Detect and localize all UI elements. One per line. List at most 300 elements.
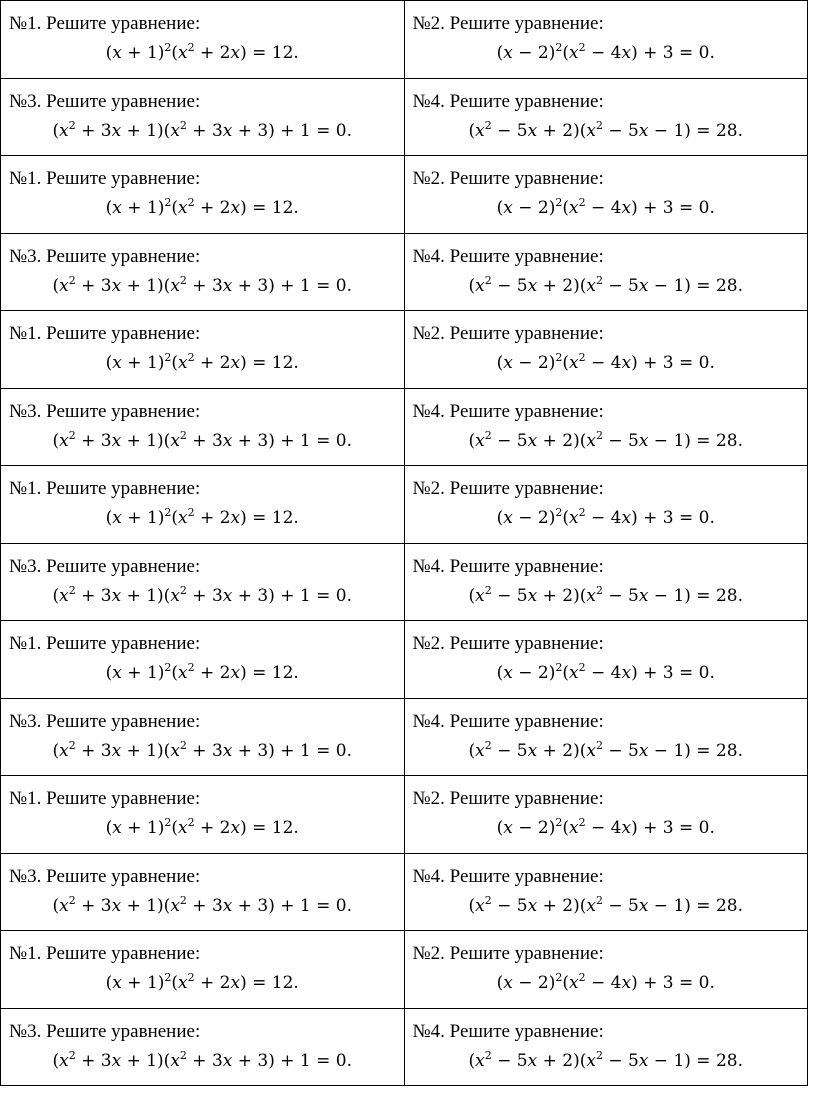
equation-variable: x (178, 663, 188, 683)
equation-variable: x (638, 585, 649, 606)
equation-variable: x (112, 818, 122, 838)
equation-text: ) = 12. (240, 663, 299, 683)
problem-heading (9, 401, 200, 423)
equation-text: ( (52, 275, 60, 296)
equation-text: + 3 (75, 895, 112, 916)
equation-exponent: 2 (68, 1048, 76, 1062)
problem-card (1, 466, 405, 544)
equation-variable: x (59, 895, 69, 916)
equation-text: ( (496, 198, 504, 218)
problem-heading (413, 866, 604, 888)
equation-exponent: 2 (164, 816, 172, 829)
problem-heading (413, 943, 604, 965)
equation-text: + 1) (121, 973, 165, 993)
equation-text: + 3) + 1 = 0. (232, 275, 353, 296)
equation-text: + 3 (75, 740, 112, 761)
problem-card (1, 1, 405, 79)
equation-text: − 2) (512, 43, 556, 63)
equation-text: − 4 (585, 198, 622, 218)
equation-text: − 1) = 28. (648, 740, 743, 761)
problem-heading (9, 323, 200, 345)
problem-instruction: Решите уравнение: (46, 788, 201, 809)
problem-card (404, 776, 808, 854)
equation-variable: x (475, 275, 485, 296)
equation-exponent: 2 (179, 738, 187, 752)
equation-exponent: 2 (164, 506, 172, 519)
problem-number: №1. (9, 323, 42, 344)
equation-variable: x (475, 1050, 485, 1071)
problem-instruction: Решите уравнение: (46, 633, 201, 654)
equation-variable: x (230, 508, 241, 528)
equation-text: ( (52, 585, 60, 606)
equation-variable: x (112, 508, 122, 528)
equation-exponent: 2 (555, 351, 563, 364)
problem-number: №2. (412, 633, 445, 654)
problem-card (404, 311, 808, 389)
equation-text: ( (105, 43, 113, 63)
equation-text: + 3) + 1 = 0. (232, 740, 353, 761)
problem-heading (413, 1021, 604, 1043)
problem-instruction: Решите уравнение: (449, 865, 604, 887)
problem-number: №3. (9, 245, 42, 267)
equation-variable: x (178, 818, 188, 838)
problem-equation (405, 506, 808, 528)
equation-text: ( (171, 818, 179, 838)
equation-variable: x (59, 275, 69, 296)
problem-equation (1, 661, 404, 683)
equation-exponent: 2 (578, 506, 586, 519)
card-row (1, 311, 808, 389)
equation-exponent: 2 (187, 506, 195, 519)
equation-text: + 1)( (121, 895, 171, 916)
equation-text: ( (468, 430, 476, 451)
equation-text: ( (562, 43, 570, 63)
equation-text: − 5 (491, 585, 528, 606)
equation-text: ) = 12. (240, 973, 299, 993)
equation-variable: x (503, 663, 513, 683)
equation-text: + 3) + 1 = 0. (232, 1050, 353, 1071)
equation-exponent: 2 (578, 351, 586, 364)
problem-number: №2. (412, 788, 445, 809)
problem-instruction: Решите уравнение: (46, 168, 201, 189)
equation-variable: x (111, 585, 122, 606)
equation-variable: x (527, 740, 538, 761)
equation-variable: x (111, 120, 122, 141)
problem-instruction: Решите уравнение: (46, 13, 201, 34)
problem-heading (413, 246, 604, 268)
problem-number: №4. (412, 400, 445, 422)
equation-text: − 4 (585, 818, 622, 838)
equation-text: ( (468, 585, 476, 606)
equation-variable: x (111, 895, 122, 916)
equation-variable: x (638, 1050, 649, 1071)
equation-exponent: 2 (179, 583, 187, 597)
equation-text: − 5 (602, 585, 639, 606)
problem-instruction: Решите уравнение: (46, 245, 201, 267)
equation-text: ) + 3 = 0. (631, 818, 715, 838)
equation-exponent: 2 (187, 41, 195, 54)
equation-variable: x (475, 585, 485, 606)
equation-variable: x (569, 663, 579, 683)
card-row (1, 156, 808, 234)
problem-instruction: Решите уравнение: (449, 323, 604, 344)
equation-text: + 2 (194, 353, 231, 373)
equation-text: ) + 3 = 0. (631, 198, 715, 218)
equation-variable: x (638, 430, 649, 451)
problem-instruction: Решите уравнение: (46, 943, 201, 964)
equation-variable: x (621, 508, 632, 528)
equation-text: − 4 (585, 353, 622, 373)
equation-exponent: 2 (179, 118, 187, 132)
problem-equation (1, 429, 404, 451)
card-row (1, 776, 808, 854)
equation-exponent: 2 (555, 196, 563, 209)
problem-number: №4. (412, 1020, 445, 1042)
equation-exponent: 2 (187, 351, 195, 364)
equation-variable: x (59, 740, 69, 761)
equation-variable: x (586, 430, 596, 451)
problem-number: №3. (9, 1020, 42, 1042)
problem-equation (405, 661, 808, 683)
equation-text: − 2) (512, 198, 556, 218)
equation-text: ) = 12. (240, 353, 299, 373)
problem-instruction: Решите уравнение: (449, 478, 604, 499)
problem-equation (1, 41, 404, 63)
equation-text: ) + 3 = 0. (631, 663, 715, 683)
equation-variable: x (112, 43, 122, 63)
equation-text: − 5 (602, 740, 639, 761)
equation-variable: x (527, 275, 538, 296)
equation-text: ( (562, 973, 570, 993)
problem-number: №3. (9, 865, 42, 887)
equation-text: ( (105, 973, 113, 993)
card-row (1, 543, 808, 621)
problem-instruction: Решите уравнение: (46, 90, 201, 112)
card-row (1, 466, 808, 544)
equation-variable: x (503, 973, 513, 993)
equation-text: − 4 (585, 663, 622, 683)
equation-text: ) = 12. (240, 198, 299, 218)
equation-text: ( (105, 818, 113, 838)
equation-exponent: 2 (484, 893, 492, 907)
equation-variable: x (638, 275, 649, 296)
equation-text: ) + 3 = 0. (631, 43, 715, 63)
equation-exponent: 2 (187, 196, 195, 209)
problem-instruction: Решите уравнение: (449, 633, 604, 654)
problem-equation (405, 739, 808, 761)
problem-instruction: Решите уравнение: (46, 400, 201, 422)
equation-variable: x (569, 973, 579, 993)
equation-variable: x (222, 430, 233, 451)
equation-text: ( (52, 740, 60, 761)
equation-variable: x (222, 275, 233, 296)
equation-text: ( (52, 1050, 60, 1071)
problem-card (1, 621, 405, 699)
equation-exponent: 2 (164, 41, 172, 54)
equation-variable: x (111, 275, 122, 296)
equation-text: − 5 (491, 1050, 528, 1071)
problem-number: №2. (412, 478, 445, 499)
equation-text: ) = 12. (240, 818, 299, 838)
problem-number: №1. (9, 13, 42, 34)
problem-instruction: Решите уравнение: (46, 710, 201, 732)
equation-exponent: 2 (555, 506, 563, 519)
problem-card (1, 698, 405, 776)
equation-text: ( (496, 353, 504, 373)
equation-text: − 1) = 28. (648, 895, 743, 916)
equation-text: + 1) (121, 43, 165, 63)
equation-text: − 5 (602, 120, 639, 141)
equation-text: ( (171, 353, 179, 373)
equation-text: + 3) + 1 = 0. (232, 895, 353, 916)
equation-variable: x (638, 740, 649, 761)
equation-variable: x (569, 508, 579, 528)
problem-number: №1. (9, 478, 42, 499)
equation-text: ) + 3 = 0. (631, 508, 715, 528)
equation-text: + 3 (186, 430, 223, 451)
equation-variable: x (503, 198, 513, 218)
problem-heading (9, 13, 200, 35)
equation-exponent: 2 (484, 583, 492, 597)
equation-variable: x (586, 120, 596, 141)
equation-variable: x (59, 585, 69, 606)
card-row (1, 1, 808, 79)
problem-equation (405, 584, 808, 606)
equation-text: − 5 (491, 275, 528, 296)
equation-variable: x (586, 1050, 596, 1071)
equation-text: + 3) + 1 = 0. (232, 585, 353, 606)
equation-text: + 3 (186, 1050, 223, 1071)
equation-variable: x (222, 1050, 233, 1071)
card-row (1, 621, 808, 699)
equation-text: ( (171, 973, 179, 993)
equation-text: ( (562, 508, 570, 528)
problem-instruction: Решите уравнение: (46, 1020, 201, 1042)
equation-variable: x (503, 508, 513, 528)
problem-heading (9, 711, 200, 733)
problem-instruction: Решите уравнение: (46, 865, 201, 887)
equation-variable: x (112, 973, 122, 993)
equation-variable: x (527, 585, 538, 606)
problem-heading (9, 246, 200, 268)
equation-text: − 2) (512, 353, 556, 373)
equation-text: − 2) (512, 818, 556, 838)
equation-text: − 2) (512, 508, 556, 528)
equation-text: + 2 (194, 43, 231, 63)
equation-text: ( (562, 198, 570, 218)
problem-number: №4. (412, 555, 445, 577)
equation-text: − 5 (491, 430, 528, 451)
equation-variable: x (59, 1050, 69, 1071)
equation-exponent: 2 (164, 661, 172, 674)
equation-text: + 3 (75, 585, 112, 606)
problem-equation (1, 506, 404, 528)
equation-text: ( (468, 120, 476, 141)
problem-heading (9, 556, 200, 578)
equation-exponent: 2 (595, 273, 603, 287)
equation-variable: x (170, 1050, 180, 1071)
equation-variable: x (112, 663, 122, 683)
equation-variable: x (230, 353, 241, 373)
equation-text: + 1)( (121, 1050, 171, 1071)
equation-text: − 5 (491, 120, 528, 141)
equation-exponent: 2 (484, 118, 492, 132)
problem-card (404, 156, 808, 234)
problem-instruction: Решите уравнение: (46, 478, 201, 499)
problem-number: №4. (412, 90, 445, 112)
equation-text: + 1)( (121, 740, 171, 761)
equation-text: − 4 (585, 43, 622, 63)
equation-exponent: 2 (164, 196, 172, 209)
equation-variable: x (621, 663, 632, 683)
equation-exponent: 2 (68, 893, 76, 907)
equation-variable: x (222, 895, 233, 916)
equation-text: ( (562, 818, 570, 838)
equation-text: + 1)( (121, 120, 171, 141)
problem-heading (413, 633, 604, 655)
equation-exponent: 2 (555, 816, 563, 829)
equation-exponent: 2 (578, 661, 586, 674)
equation-exponent: 2 (179, 428, 187, 442)
problem-equation (1, 351, 404, 373)
equation-variable: x (638, 120, 649, 141)
equation-text: ( (496, 973, 504, 993)
problem-heading (413, 323, 604, 345)
equation-variable: x (621, 43, 632, 63)
equation-variable: x (230, 818, 241, 838)
equation-variable: x (230, 973, 241, 993)
problem-number: №2. (412, 323, 445, 344)
problem-card (404, 466, 808, 544)
equation-exponent: 2 (578, 196, 586, 209)
equation-text: + 3 (75, 275, 112, 296)
problem-instruction: Решите уравнение: (449, 400, 604, 422)
problem-equation (405, 119, 808, 141)
equation-exponent: 2 (179, 1048, 187, 1062)
equation-text: ( (105, 353, 113, 373)
equation-text: ) = 12. (240, 508, 299, 528)
equation-exponent: 2 (187, 971, 195, 984)
problem-equation (1, 971, 404, 993)
equation-text: + 2)( (537, 430, 587, 451)
problem-card (404, 931, 808, 1009)
equation-text: ( (52, 120, 60, 141)
equation-variable: x (586, 275, 596, 296)
equation-text: + 1)( (121, 585, 171, 606)
equation-variable: x (178, 43, 188, 63)
equation-text: ( (171, 508, 179, 528)
equation-exponent: 2 (179, 893, 187, 907)
equation-text: − 1) = 28. (648, 120, 743, 141)
equation-text: ( (105, 663, 113, 683)
problem-card (404, 1008, 808, 1086)
equation-variable: x (621, 353, 632, 373)
problem-instruction: Решите уравнение: (449, 1020, 604, 1042)
equation-variable: x (586, 740, 596, 761)
problem-equation (405, 1049, 808, 1071)
problem-equation (405, 41, 808, 63)
problem-number: №1. (9, 168, 42, 189)
equation-text: + 1)( (121, 275, 171, 296)
equation-text: + 1)( (121, 430, 171, 451)
equation-variable: x (230, 663, 241, 683)
equation-variable: x (621, 818, 632, 838)
equation-text: − 5 (602, 895, 639, 916)
equation-variable: x (586, 895, 596, 916)
equation-text: + 2)( (537, 275, 587, 296)
equation-text: + 1) (121, 663, 165, 683)
equation-text: + 2)( (537, 120, 587, 141)
problem-instruction: Решите уравнение: (449, 943, 604, 964)
equation-variable: x (569, 198, 579, 218)
problem-equation (405, 351, 808, 373)
equation-exponent: 2 (595, 118, 603, 132)
equation-text: ( (496, 43, 504, 63)
problem-heading (413, 91, 604, 113)
equation-text: ( (496, 663, 504, 683)
problem-number: №2. (412, 168, 445, 189)
problem-instruction: Решите уравнение: (449, 245, 604, 267)
problem-instruction: Решите уравнение: (449, 710, 604, 732)
equation-text: − 1) = 28. (648, 585, 743, 606)
equation-text: + 3 (75, 430, 112, 451)
equation-exponent: 2 (68, 273, 76, 287)
equation-variable: x (638, 895, 649, 916)
equation-variable: x (111, 1050, 122, 1071)
equation-variable: x (59, 120, 69, 141)
equation-variable: x (569, 43, 579, 63)
problem-card (404, 78, 808, 156)
equation-text: + 2)( (537, 1050, 587, 1071)
equation-variable: x (569, 353, 579, 373)
equation-text: + 2 (194, 973, 231, 993)
equation-variable: x (475, 120, 485, 141)
card-row (1, 233, 808, 311)
problem-heading (413, 556, 604, 578)
equation-variable: x (475, 895, 485, 916)
equation-variable: x (475, 430, 485, 451)
equation-text: − 5 (491, 740, 528, 761)
problem-card (404, 233, 808, 311)
problem-equation (1, 119, 404, 141)
equation-text: + 2 (194, 818, 231, 838)
equation-variable: x (527, 1050, 538, 1071)
equation-exponent: 2 (595, 738, 603, 752)
equation-exponent: 2 (164, 351, 172, 364)
equation-text: + 1) (121, 508, 165, 528)
card-row (1, 1008, 808, 1086)
problem-equation (405, 429, 808, 451)
problem-number: №4. (412, 245, 445, 267)
equation-text: ( (496, 508, 504, 528)
equation-exponent: 2 (187, 816, 195, 829)
equation-text: − 1) = 28. (648, 430, 743, 451)
equation-text: − 2) (512, 663, 556, 683)
equation-text: + 3 (186, 585, 223, 606)
problem-equation (1, 196, 404, 218)
equation-exponent: 2 (595, 1048, 603, 1062)
equation-text: − 5 (602, 275, 639, 296)
equation-exponent: 2 (484, 1048, 492, 1062)
problem-instruction: Решите уравнение: (46, 323, 201, 344)
equation-text: ( (52, 430, 60, 451)
problem-equation (405, 816, 808, 838)
problem-card (404, 853, 808, 931)
equation-variable: x (621, 198, 632, 218)
card-row (1, 388, 808, 466)
problem-card (404, 621, 808, 699)
problem-equation (1, 274, 404, 296)
